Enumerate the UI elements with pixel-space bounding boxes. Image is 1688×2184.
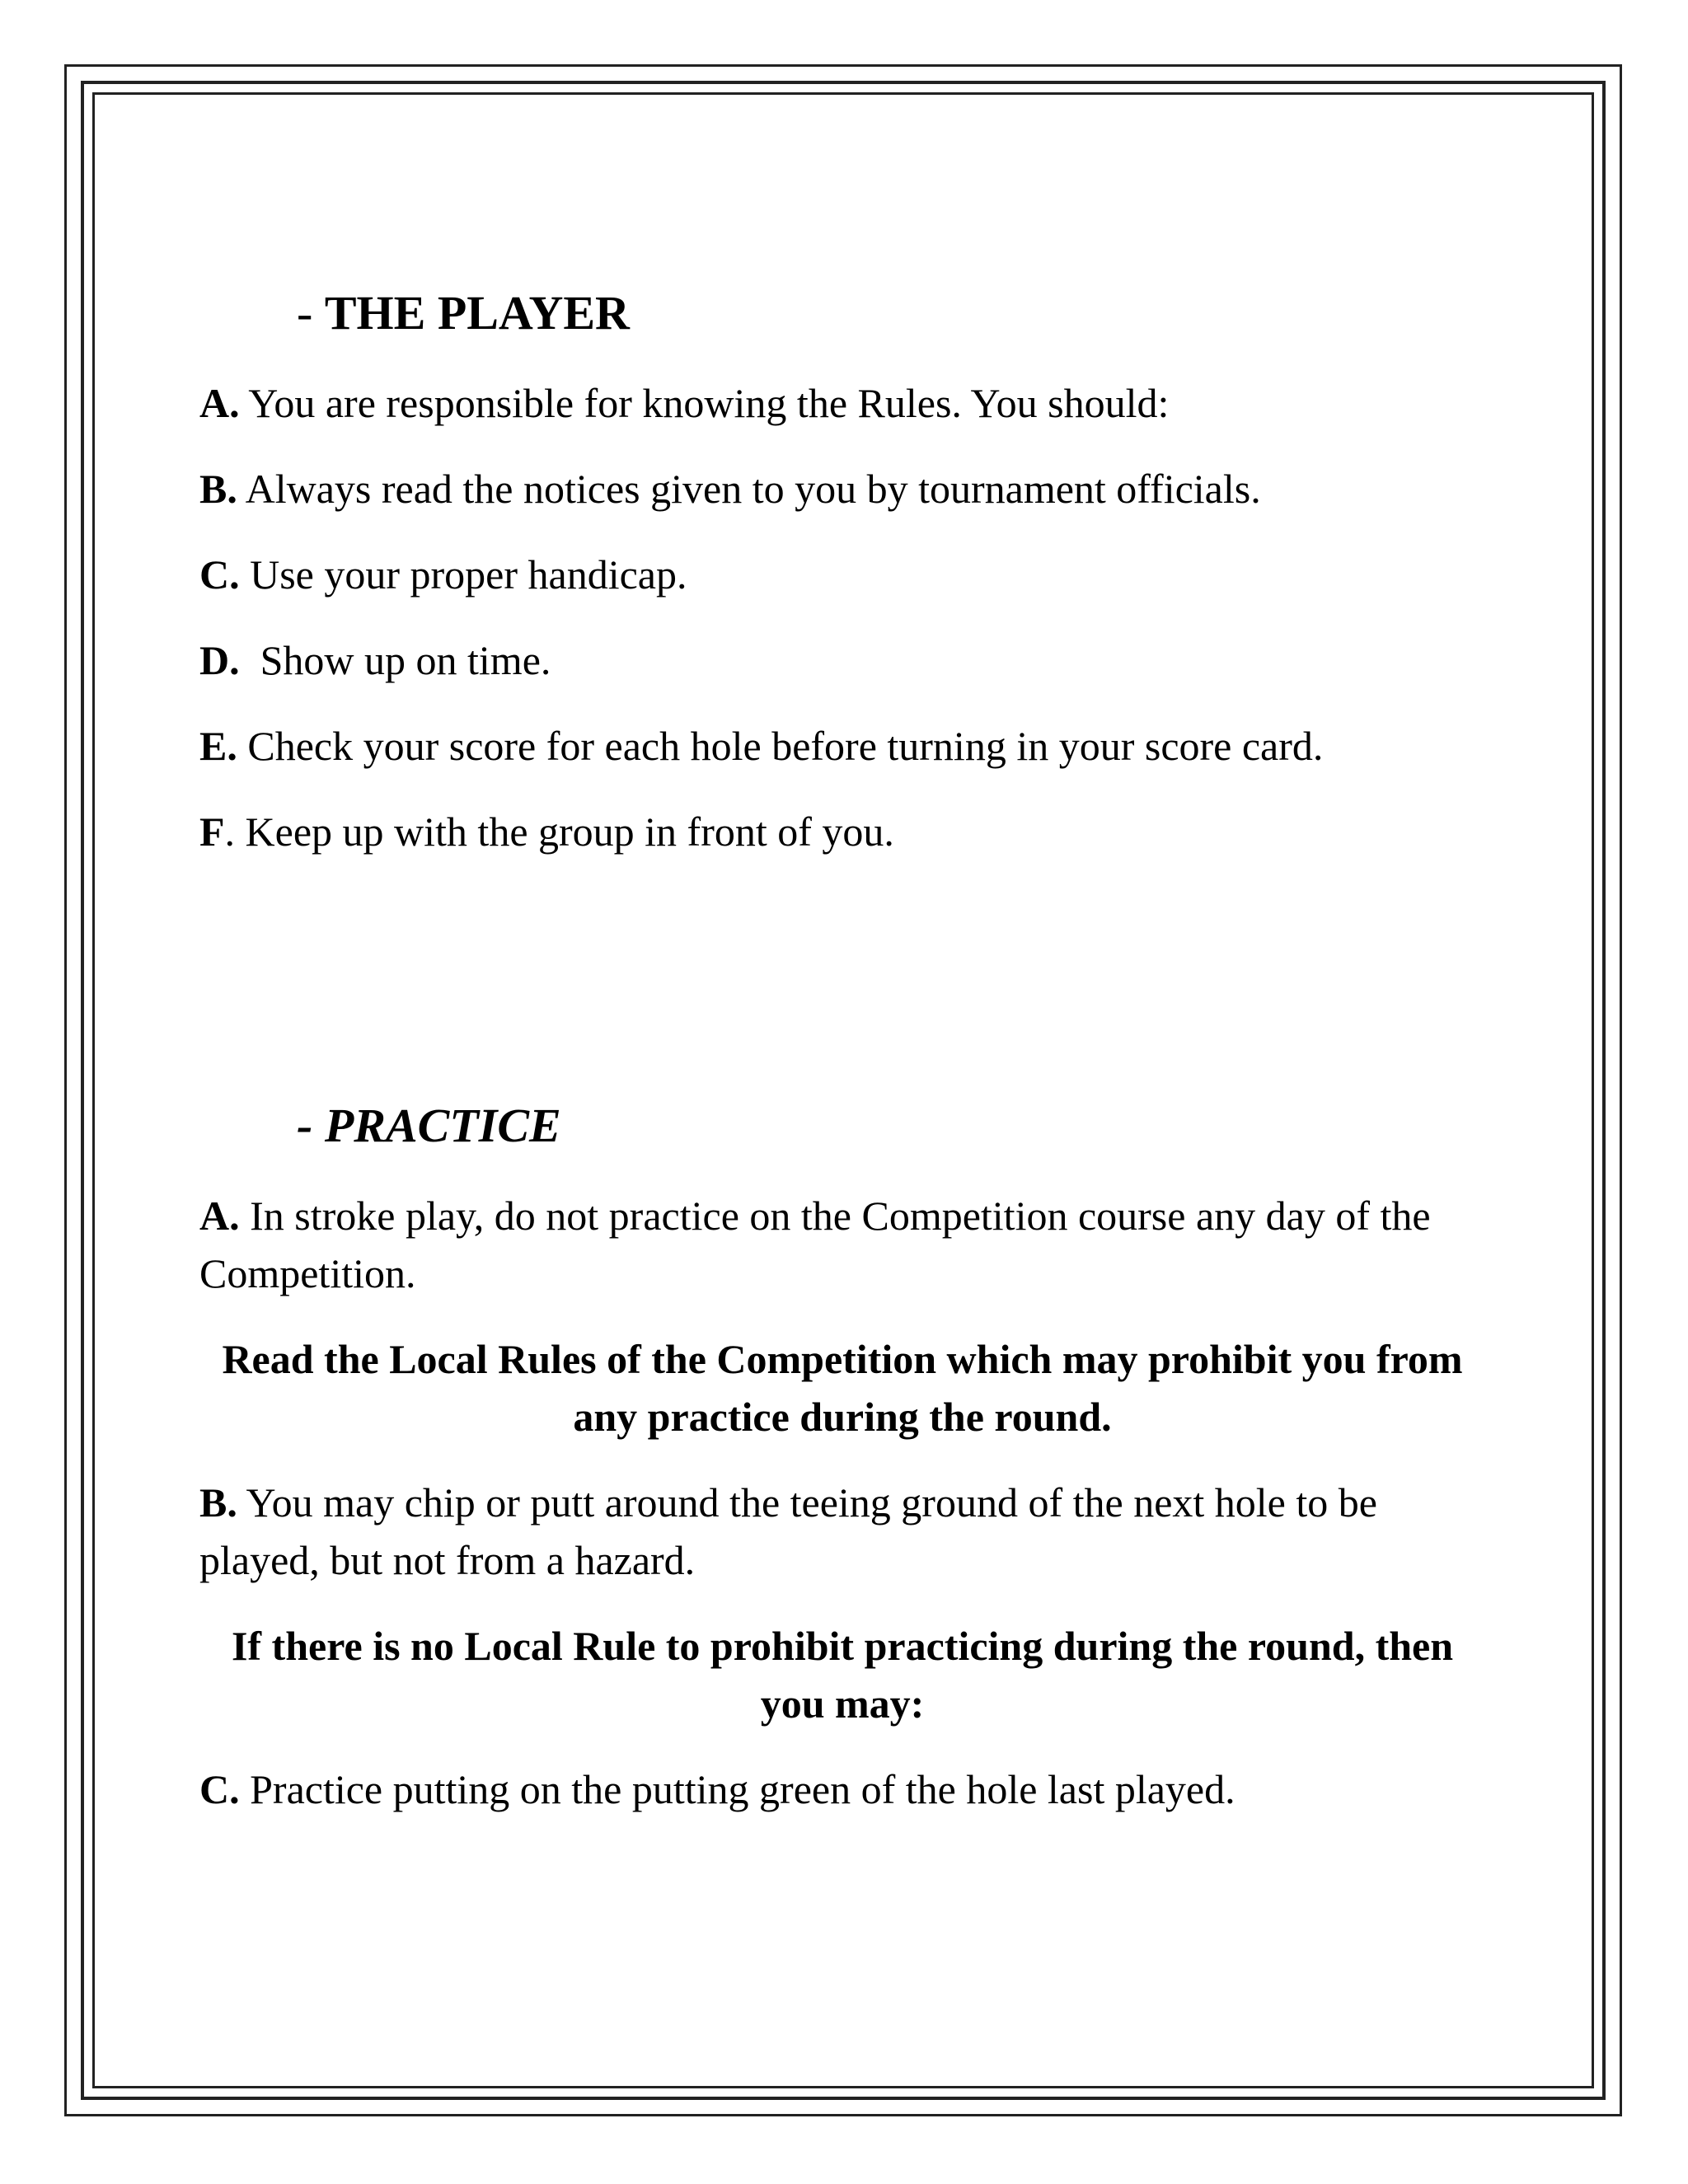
section-title-practice bbox=[297, 1093, 1485, 1159]
item-text: You are responsible for knowing the Rules. You should: bbox=[239, 380, 1170, 426]
title-dash: - bbox=[297, 286, 325, 340]
item-text: Always read the notices given to you by tournament officials. bbox=[237, 466, 1261, 512]
item-text: In stroke play, do not practice on the Competition course any day of the Competition. bbox=[199, 1193, 1431, 1296]
rule-item-c bbox=[199, 546, 1485, 603]
title-text: THE PLAYER bbox=[324, 286, 630, 340]
item-text: Check your score for each hole before turning in your score card. bbox=[237, 723, 1324, 769]
document-body bbox=[199, 280, 1485, 1818]
item-letter: A. bbox=[199, 1193, 240, 1239]
section-the-player bbox=[199, 280, 1485, 860]
rule-item-d bbox=[199, 631, 1485, 689]
rule-item-b bbox=[199, 460, 1485, 518]
section-practice bbox=[199, 1093, 1485, 1818]
item-text: Show up on time. bbox=[239, 637, 551, 683]
practice-item-a bbox=[199, 1187, 1485, 1302]
rule-item-f bbox=[199, 803, 1485, 860]
item-letter: B. bbox=[199, 1479, 237, 1526]
title-text: PRACTICE bbox=[324, 1099, 561, 1152]
item-letter: D. bbox=[199, 637, 240, 683]
item-text: Practice putting on the putting green of the hole last played. bbox=[239, 1766, 1236, 1812]
item-text: You may chip or putt around the teeing ground of the next hole to be played, but not from a hazard. bbox=[199, 1479, 1377, 1583]
section-title-the-player bbox=[297, 280, 1485, 346]
practice-item-c bbox=[199, 1760, 1485, 1818]
local-rules-note: Read the Local Rules of the Competition which may prohibit you from any practice during the round. bbox=[222, 1336, 1463, 1440]
item-letter: B. bbox=[199, 466, 237, 512]
rule-item-a bbox=[199, 374, 1485, 432]
item-letter: F bbox=[199, 808, 225, 855]
rule-item-e bbox=[199, 717, 1485, 775]
no-local-rule-note: If there is no Local Rule to prohibit practicing during the round, then you may: bbox=[231, 1623, 1454, 1727]
item-letter: E. bbox=[199, 723, 237, 769]
item-text: . Keep up with the group in front of you. bbox=[224, 808, 894, 855]
item-letter: A. bbox=[199, 380, 240, 426]
item-letter: C. bbox=[199, 1766, 240, 1812]
practice-item-b bbox=[199, 1474, 1485, 1589]
item-text: Use your proper handicap. bbox=[239, 551, 687, 598]
title-dash: - bbox=[297, 1099, 325, 1152]
item-letter: C. bbox=[199, 551, 240, 598]
